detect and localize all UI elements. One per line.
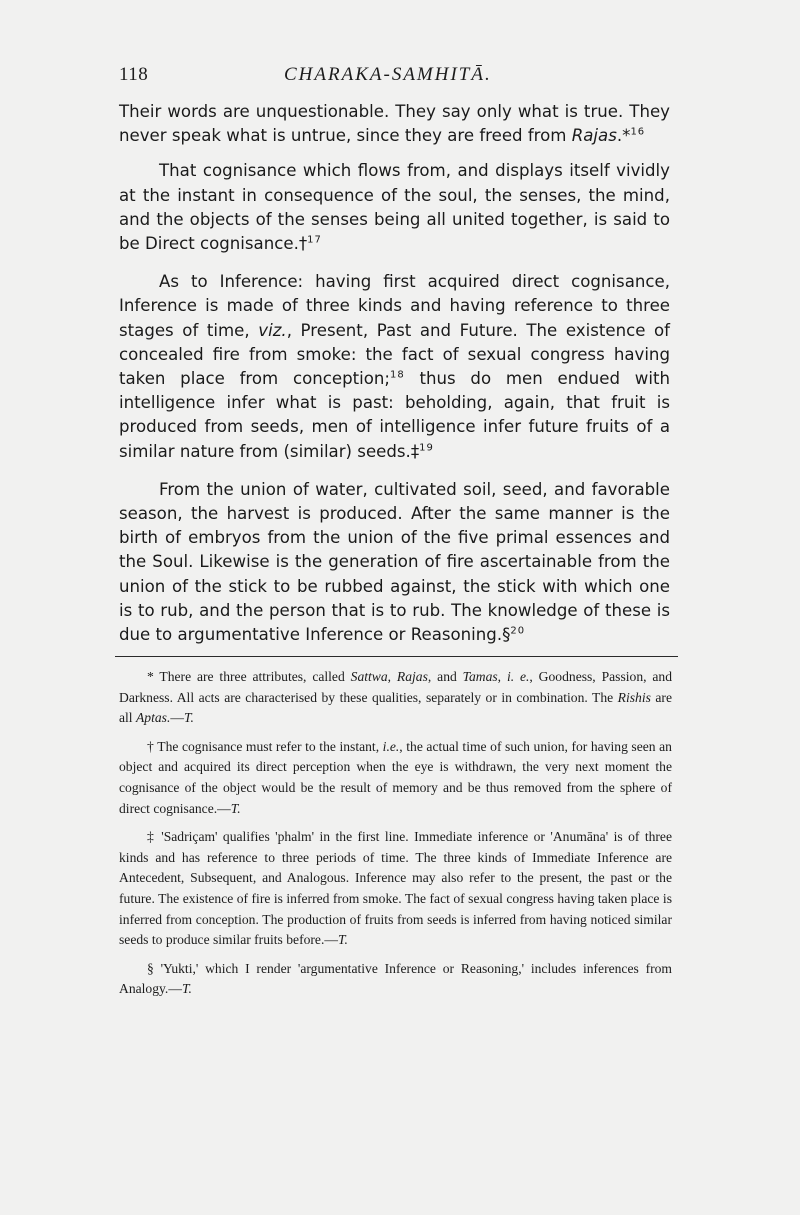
note-ref-18: 18 xyxy=(390,369,405,381)
note-ref-20: 20 xyxy=(510,625,526,637)
paragraph-4: From the union of water, cultivated soil, seed, and favorable season, the harvest is produced. After the same manner is the birth of embryos from the union of the five primal essences and the Soul. Likewise is the generation of fire ascertainable from the union of the stick to be rubbed against, the stick with which one is to rub, and the person that is to rub. The knowledge of these is due to argumentative Inference or Reasoning.§$^{20}$ xyxy=(119,479,670,645)
note-ref-19: 19 xyxy=(419,442,434,454)
viz-abbrev: viz. xyxy=(258,320,287,340)
footnote-divider xyxy=(115,656,678,657)
paragraph-3: As to Inference: having first acquired direct cognisance, Inference is made of three kinds and having reference to three stages of time, viz., Present, Past and Future. The existence of concealed fire from smoke: the fact of sexual congress having taken place from conception;$^{18}$ thus do men endued with intelligence infer what is past: beholding, again, that fruit is produced from seeds, men of intelligence infer future fruits of a similar nature from (similar) seeds.‡$^{19}$ xyxy=(119,272,671,461)
note-ref-16: 16 xyxy=(630,126,646,138)
footnote-dagger: † The cognisance must refer to the instant, i.e., the actual time of such union, for having seen an object and acquired its direct perception when the eye is withdrawn, the very next moment the cognisance of the object would be the result of memory and be thus removed from the sphere of direct cognisance.—T. xyxy=(119,738,672,816)
page-number: 118 xyxy=(119,64,149,85)
running-title: CHARAKA-SAMHITĀ. xyxy=(284,64,492,85)
page-header xyxy=(119,62,679,92)
footnotes xyxy=(119,667,672,1008)
footnote-double-dagger: ‡ 'Sadriçam' qualifies 'phalm' in the first line. Immediate inference or 'Anumāna' is of three kinds and has reference to three periods of time. The three kinds of Immediate Inference are Antecedent, Subsequent, and Analogous. Inference may also refer to the present, the past or the future. The existence of fire is inferred from smoke. The fact of sexual congress having taken place is inferred from conception. The production of fruits from seeds is inferred from having noticed similar seeds to produce similar fruits before.—T. xyxy=(119,829,672,948)
note-ref-17: 17 xyxy=(307,234,322,246)
footnote-asterisk: * There are three attributes, called Sattwa, Rajas, and Tamas, i. e., Goodness, Passion, and Darkness. All acts are characterised by these qualities, separately or in combination. The Rishis are all Aptas.—T. xyxy=(119,669,673,726)
paragraph-2: That cognisance which flows from, and displays itself vividly at the instant in consequence of the soul, the senses, the mind, and the objects of the senses being all united together, is said to be Direct cognisance.†$^{17}$ xyxy=(119,161,670,254)
main-text xyxy=(119,100,670,661)
rajas-term: Rajas xyxy=(571,126,617,146)
paragraph-1: Their words are unquestionable. They say only what is true. They never speak what is untrue, since they are freed from Rajas.*$^{16}$ xyxy=(119,102,670,146)
footnote-section: § 'Yukti,' which I render 'argumentative Inference or Reasoning,' includes inferences from Analogy.—T. xyxy=(119,960,672,997)
